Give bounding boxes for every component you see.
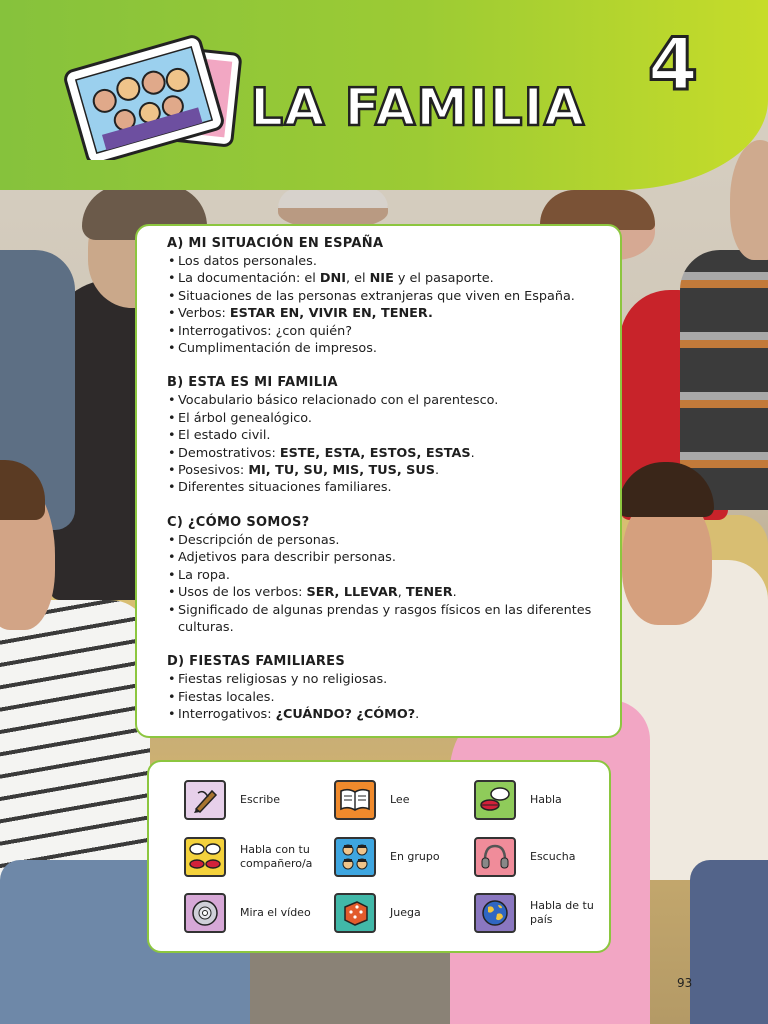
pen-writing-icon	[184, 780, 226, 820]
list-item	[161, 253, 604, 270]
legend-item	[184, 780, 322, 820]
bold-text: ESTAR EN, VIVIR EN, TENER.	[229, 306, 433, 322]
legend-label: En grupo	[390, 850, 440, 863]
bold-text: DNI	[319, 271, 346, 287]
group-icon	[334, 837, 376, 877]
text: Fiestas locales.	[178, 689, 275, 705]
legend-label: Escucha	[530, 850, 576, 863]
text: , el	[345, 271, 370, 287]
legend-item	[334, 893, 472, 933]
section-title: D) FIESTAS FAMILIARES	[167, 654, 345, 670]
bold-text: ¿CUÁNDO? ¿CÓMO?	[275, 707, 416, 723]
legend-item	[474, 893, 612, 933]
section-title: B) ESTA ES MI FAMILIA	[167, 375, 338, 391]
section-list	[161, 671, 604, 723]
bold-text: MI, TU, SU, MIS, TUS, SUS	[248, 463, 435, 479]
text: Demostrativos:	[178, 445, 280, 461]
content-section	[161, 515, 604, 636]
text: El estado civil.	[178, 428, 271, 444]
text: Los datos personales.	[178, 254, 317, 269]
text: Cumplimentación de impresos.	[178, 341, 377, 357]
text: ,	[397, 585, 406, 601]
legend-item	[474, 837, 612, 877]
list-item	[161, 479, 604, 496]
headphones-icon	[474, 837, 516, 877]
list-item	[161, 532, 604, 549]
list-item	[161, 340, 604, 357]
text: El árbol genealógico.	[178, 410, 312, 426]
dice-icon	[334, 893, 376, 933]
section-title: C) ¿CÓMO SOMOS?	[167, 514, 310, 530]
text: La ropa.	[178, 567, 230, 583]
content-section	[161, 375, 604, 496]
text: Diferentes situaciones familiares.	[178, 480, 392, 496]
list-item	[161, 445, 604, 462]
chapter-header	[0, 0, 768, 190]
legend-item	[474, 780, 612, 820]
list-item	[161, 392, 604, 409]
chapter-title: LA FAMILIA	[250, 78, 586, 138]
list-item	[161, 427, 604, 444]
bold-text: ESTE, ESTA, ESTOS, ESTAS	[279, 445, 471, 461]
content-section	[161, 236, 604, 357]
legend-label: Lee	[390, 793, 410, 806]
text: Usos de los verbos:	[178, 585, 307, 601]
legend-label: Escribe	[240, 793, 281, 806]
text: Interrogativos:	[178, 707, 276, 723]
legend-item	[334, 837, 472, 877]
activity-legend	[147, 760, 611, 953]
legend-label: Juega	[390, 906, 421, 919]
legend-label: Mira el vídeo	[240, 906, 311, 919]
text: Vocabulario básico relacionado con el parentesco.	[178, 393, 499, 409]
legend-item	[184, 837, 322, 877]
list-item	[161, 410, 604, 427]
list-item	[161, 706, 604, 723]
text: Fiestas religiosas y no religiosas.	[178, 672, 388, 688]
text: Situaciones de las personas extranjeras que viven en España.	[178, 288, 575, 304]
section-list	[161, 392, 604, 496]
text: y el pasaporte.	[393, 271, 494, 287]
content-section	[161, 654, 604, 723]
text: .	[435, 463, 440, 479]
section-title: A) MI SITUACIÓN EN ESPAÑA	[167, 236, 384, 251]
text: Descripción de personas.	[178, 532, 340, 548]
family-photos-icon	[64, 30, 244, 160]
open-book-icon	[334, 780, 376, 820]
section-list	[161, 532, 604, 636]
text: .	[470, 445, 475, 461]
speech-mouth-icon	[474, 780, 516, 820]
section-list	[161, 253, 604, 357]
list-item	[161, 567, 604, 584]
bold-text: NIE	[369, 271, 394, 287]
list-item	[161, 323, 604, 340]
legend-item	[184, 893, 322, 933]
list-item	[161, 549, 604, 566]
legend-label: Habla de tu país	[530, 899, 594, 926]
conversation-icon	[184, 837, 226, 877]
text: Significado de algunas prendas y rasgos físicos en las diferentes culturas.	[178, 602, 592, 635]
list-item	[161, 689, 604, 706]
bold-text: TENER	[405, 585, 453, 601]
list-item	[161, 462, 604, 479]
text: Adjetivos para describir personas.	[178, 550, 396, 566]
text: .	[415, 707, 420, 723]
list-item	[161, 584, 604, 601]
text: Interrogativos: ¿con quién?	[178, 323, 353, 339]
text: Verbos:	[178, 306, 230, 322]
legend-label: Habla	[530, 793, 562, 806]
list-item	[161, 602, 604, 637]
legend-item	[334, 780, 472, 820]
legend-label: Habla con tu compañero/a	[240, 843, 313, 870]
list-item	[161, 288, 604, 305]
page-number: 93	[677, 976, 693, 990]
list-item	[161, 305, 604, 322]
chapter-number: 4	[647, 22, 698, 106]
text: La documentación: el	[178, 271, 320, 287]
list-item	[161, 270, 604, 287]
text: Posesivos:	[178, 463, 249, 479]
list-item	[161, 671, 604, 688]
dvd-icon	[184, 893, 226, 933]
text: .	[452, 585, 457, 601]
bold-text: SER, LLEVAR	[306, 585, 398, 601]
contents-card	[135, 224, 622, 738]
globe-icon	[474, 893, 516, 933]
